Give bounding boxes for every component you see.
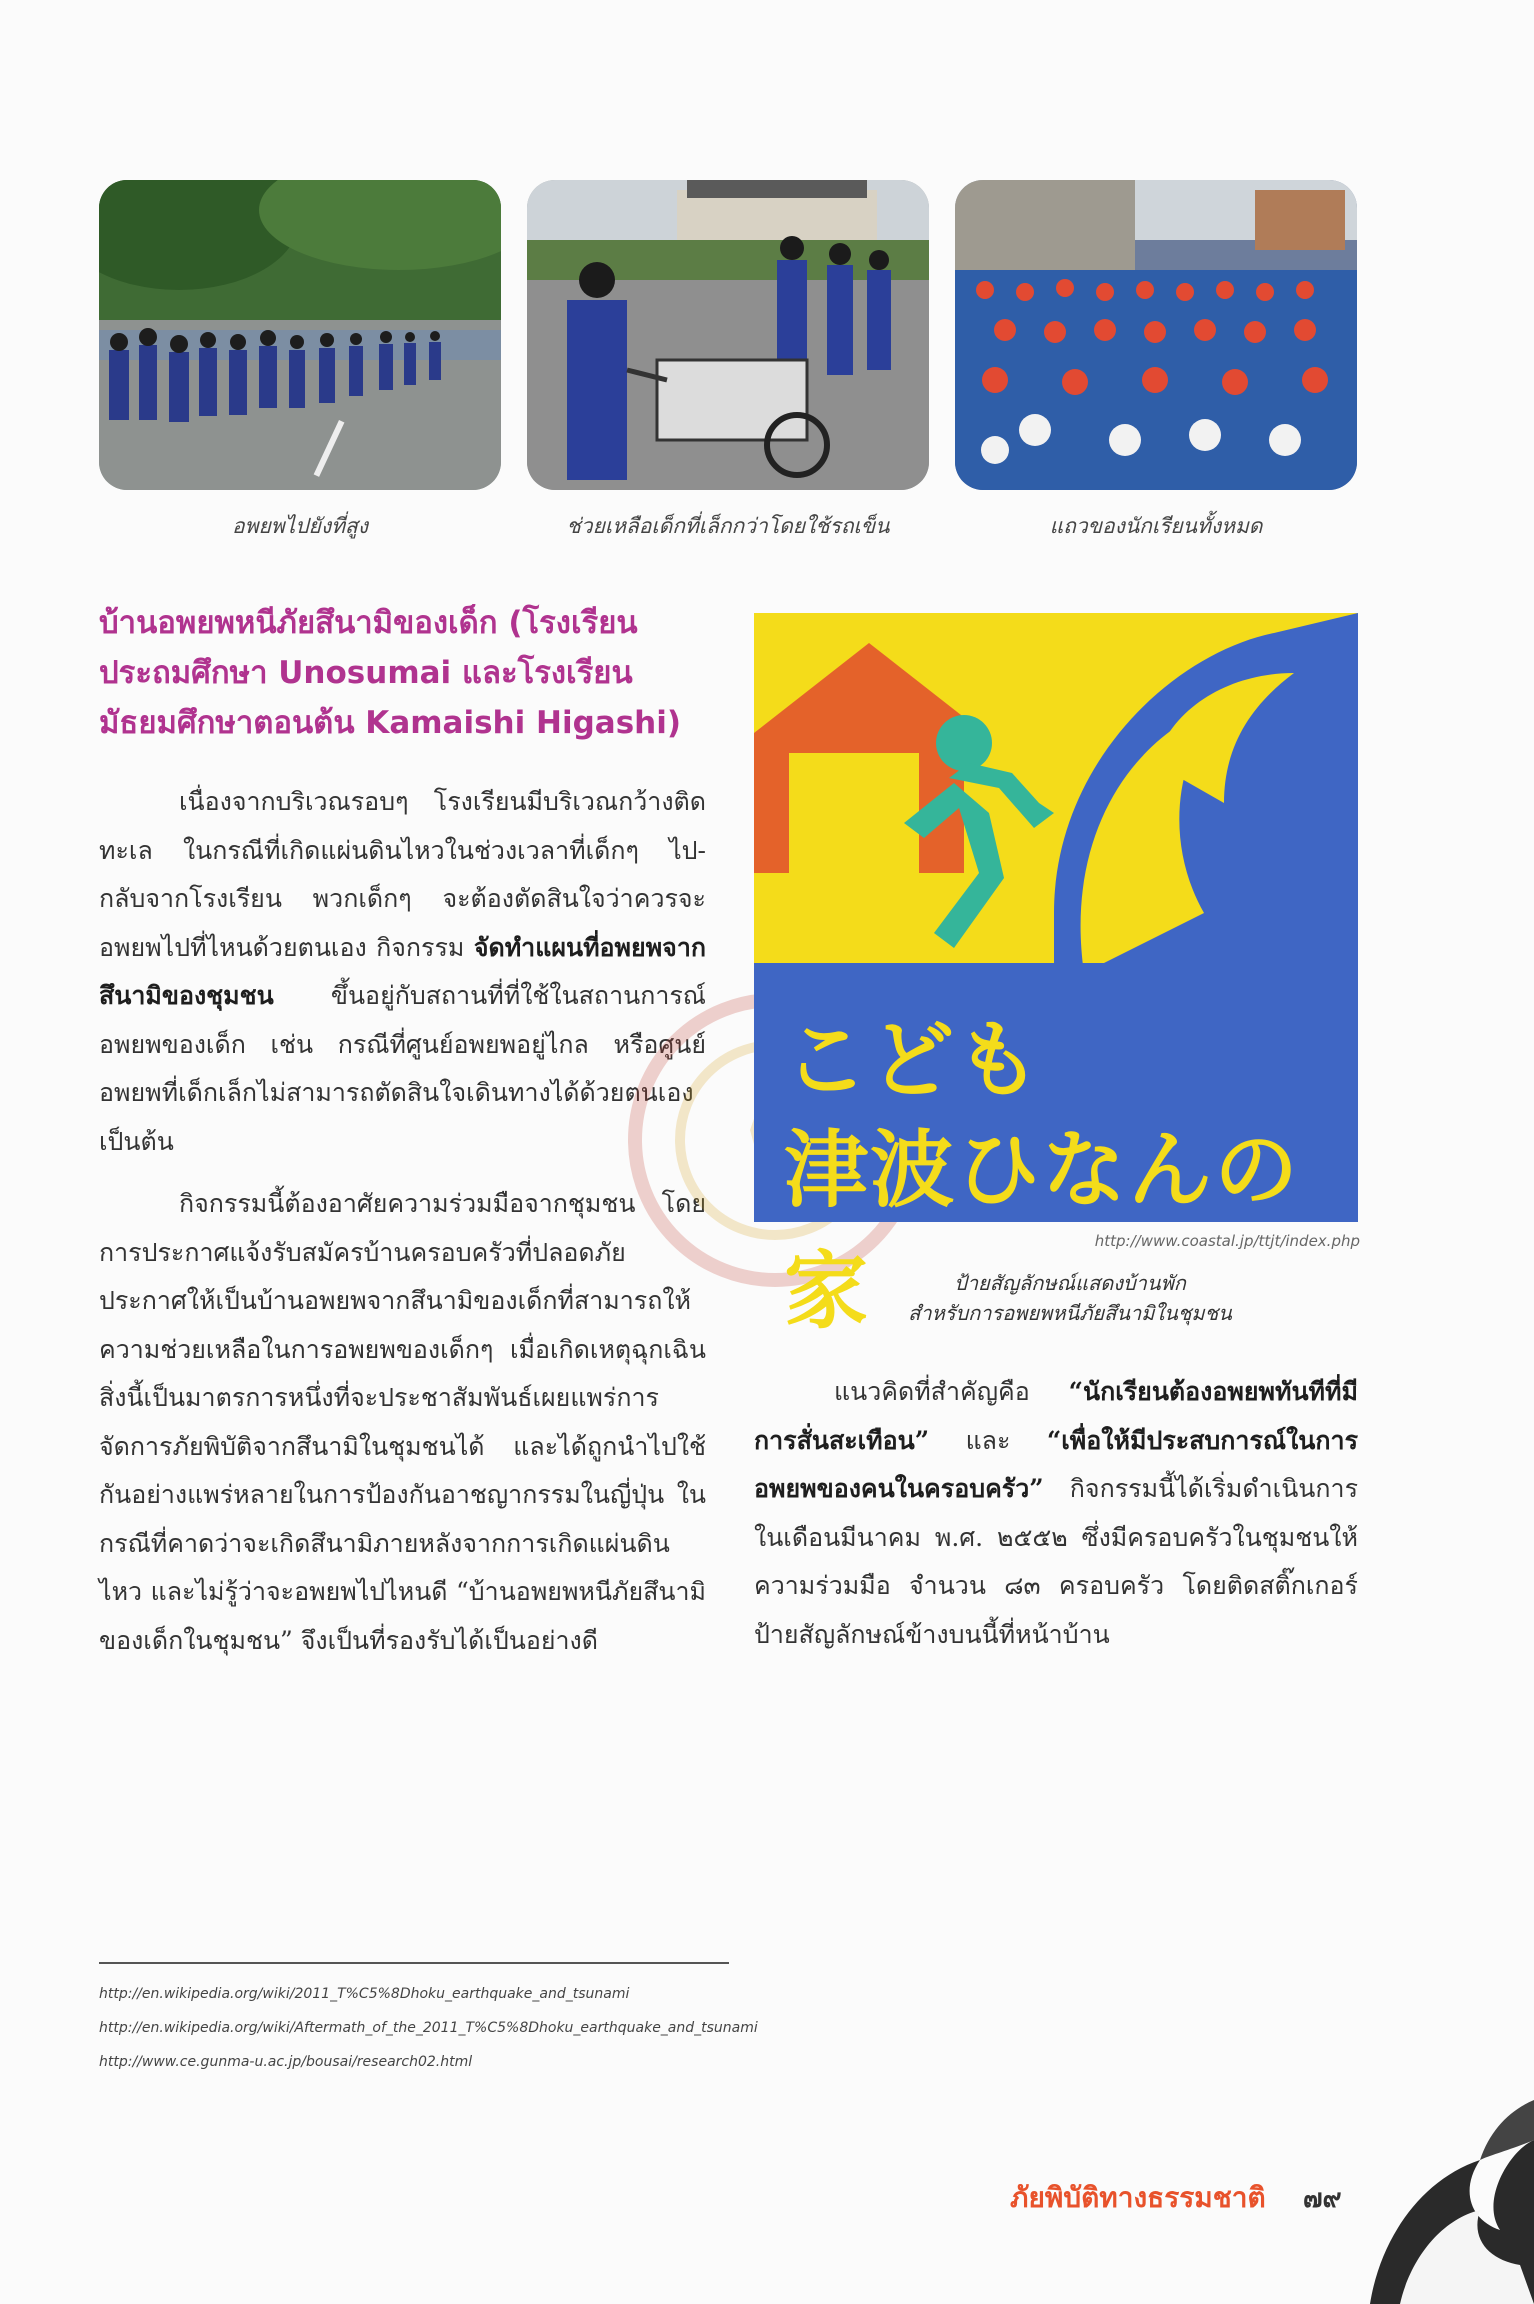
sign-jp-line-2: 津波ひなんの家 bbox=[784, 1121, 1301, 1340]
photo-caption: อพยพไปยังที่สูง bbox=[232, 514, 368, 538]
sign-caption-line-1: ป้ายสัญลักษณ์แสดงบ้านพัก bbox=[954, 1271, 1186, 1295]
photo-caption: แถวของนักเรียนทั้งหมด bbox=[1049, 514, 1263, 538]
sign-caption-line-2: สำหรับการอพยพหนีภัยสึนามิในชุมชน bbox=[908, 1301, 1232, 1325]
paragraph-text: เนื่องจากบริเวณรอบๆ โรงเรียนมีบริเวณกว้างติดทะเล ในกรณีที่เกิดแผ่นดินไหวในช่วงเวลาที่เด็กๆ ไป-กลับจากโรงเรียน พวกเด็กๆ จะต้องตัดสินใจว่าควรจะอพยพไปที่ไหนด้วยตนเอง กิจกรรม bbox=[99, 787, 706, 962]
footnote-divider bbox=[99, 1962, 729, 1964]
right-paragraph bbox=[754, 1368, 1358, 1659]
paragraph-bold-text: จัดทำแผนที่อพยพจากสึนามิของชุมชน bbox=[99, 932, 706, 1010]
footnote-url[interactable]: http://www.ce.gunma-u.ac.jp/bousai/research02.html bbox=[99, 2054, 473, 2070]
sign-source-url: http://www.coastal.jp/ttjt/index.php bbox=[1094, 1232, 1360, 1250]
page-number: ๗๙ bbox=[1303, 2184, 1342, 2214]
sign-caption bbox=[830, 1268, 1310, 1328]
paragraph-bold-text: “เพื่อให้มีประสบการณ์ในการอพยพของคนในครอบครัว” bbox=[754, 1425, 1358, 1503]
photo-evacuate-high-ground bbox=[99, 180, 501, 490]
footnote-url[interactable]: http://en.wikipedia.org/wiki/2011_T%C5%8Dhoku_earthquake_and_tsunami bbox=[99, 1986, 630, 2002]
paragraph-text: และ bbox=[929, 1425, 1047, 1455]
paragraph-text: กิจกรรมนี้ได้เริ่มดำเนินการในเดือนมีนาคม พ.ศ. ๒๕๕๒ ซึ่งมีครอบครัวในชุมชนให้ความร่วมมือ จำนวน ๘๓ ครอบครัว โดยติดสติ๊กเกอร์ป้ายสัญลักษณ์ข้างบนนี้ที่หน้าบ้าน bbox=[754, 1474, 1358, 1649]
sign-jp-line-1: こども bbox=[784, 1011, 1043, 1109]
photo-caption: ช่วยเหลือเด็กที่เล็กกว่าโดยใช้รถเข็น bbox=[566, 514, 890, 538]
great-wave-illustration bbox=[1360, 2090, 1534, 2304]
paragraph-text: แนวคิดที่สำคัญคือ bbox=[834, 1377, 1069, 1406]
footnote-url[interactable]: http://en.wikipedia.org/wiki/Aftermath_of_the_2011_T%C5%8Dhoku_earthquake_and_tsunami bbox=[99, 2020, 758, 2036]
left-paragraph-2: กิจกรรมนี้ต้องอาศัยความร่วมมือจากชุมชน โดยการประกาศแจ้งรับสมัครบ้านครอบครัวที่ปลอดภัย ประกาศให้เป็นบ้านอพยพจากสึนามิของเด็กที่สามารถให้ความช่วยเหลือในการอพยพของเด็กๆ เมื่อเกิดเหตุฉุกเฉิน สิ่งนี้เป็นมาตรการหนึ่งที่จะประชาสัมพันธ์เผยแพร่การจัดการภัยพิบัติจากสึนามิในชุมชนได้ และได้ถูกนำไปใช้กันอย่างแพร่หลายในการป้องกันอาชญากรรมในญี่ปุ่น ในกรณีที่คาดว่าจะเกิดสึนามิภายหลังจากการเกิดแผ่นดินไหว และไม่รู้ว่าจะอพยพไปไหนดี “บ้านอพยพหนีภัยสึนามิของเด็กในชุมชน” จึงเป็นที่รองรับได้เป็นอย่างดี bbox=[99, 1189, 706, 1655]
photo-cart-assist bbox=[527, 180, 929, 490]
left-paragraph-1 bbox=[99, 778, 706, 1166]
section-title: บ้านอพยพหนีภัยสึนามิของเด็ก (โรงเรียนประถมศึกษา Unosumai และโรงเรียนมัธยมศึกษาตอนต้น Kamaishi Higashi) bbox=[99, 605, 682, 741]
footer-book-title: ภัยพิบัติทางธรรมชาติ bbox=[1010, 2181, 1266, 2214]
paragraph-bold-text: “นักเรียนต้องอพยพทันทีที่มีการสั่นสะเทือน” bbox=[754, 1377, 1358, 1455]
paragraph-text: ขึ้นอยู่กับสถานที่ที่ใช้ในสถานการณ์อพยพของเด็ก เช่น กรณีที่ศูนย์อพยพอยู่ไกล หรือศูนย์อพยพที่เด็กเล็กไม่สามารถตัดสินใจเดินทางได้ด้วยตนเอง เป็นต้น bbox=[99, 981, 706, 1156]
photo-students-lines bbox=[955, 180, 1357, 490]
